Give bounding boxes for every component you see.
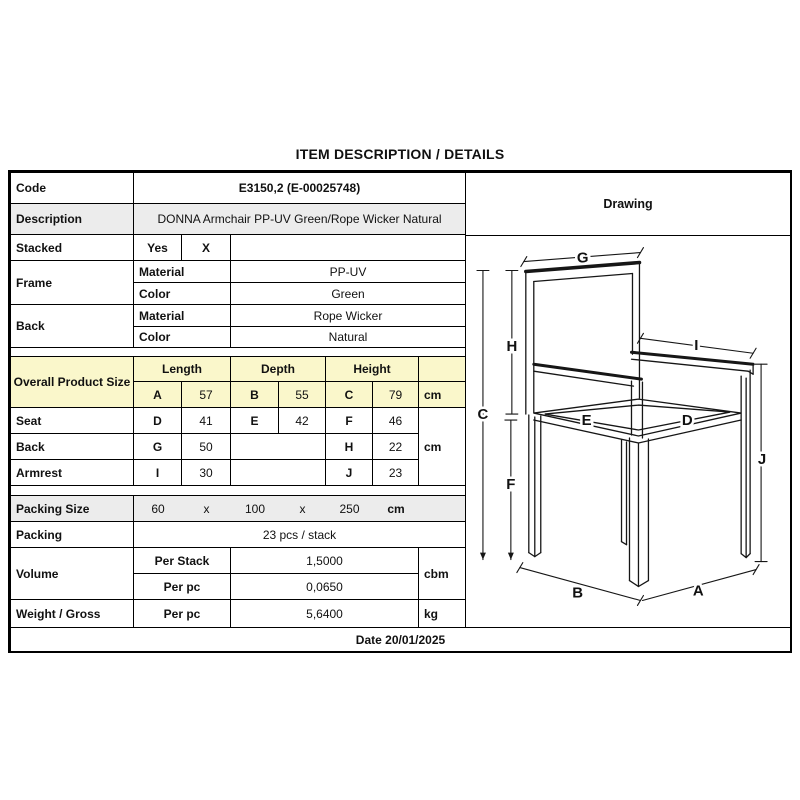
stacked-label: Stacked bbox=[10, 234, 134, 261]
depth-header: Depth bbox=[230, 356, 326, 382]
stacked-yes: Yes bbox=[133, 234, 182, 261]
page-title: ITEM DESCRIPTION / DETAILS bbox=[295, 146, 505, 162]
stacked-mark: X bbox=[181, 234, 231, 261]
seat-length-key: D bbox=[133, 407, 182, 434]
armrest-label: Armrest bbox=[10, 459, 134, 486]
description-value: DONNA Armchair PP-UV Green/Rope Wicker Natural bbox=[133, 203, 466, 235]
volume-per-stack-label: Per Stack bbox=[133, 547, 231, 574]
dim-label-b: B bbox=[572, 584, 584, 602]
packing-size-v1: 60 bbox=[151, 501, 165, 516]
overall-height-value: 79 bbox=[372, 381, 419, 408]
seat-height-value: 46 bbox=[372, 407, 419, 434]
overall-length-value: 57 bbox=[181, 381, 231, 408]
dim-label-j: J bbox=[757, 450, 767, 468]
volume-unit: cbm bbox=[418, 547, 466, 600]
packing-value: 23 pcs / stack bbox=[133, 521, 466, 548]
packing-size-v2: 100 bbox=[244, 501, 266, 516]
drawing-panel bbox=[465, 172, 791, 628]
frame-color-label: Color bbox=[133, 282, 231, 305]
overall-size-label: Overall Product Size bbox=[10, 356, 134, 408]
frame-color-value: Green bbox=[230, 282, 466, 305]
dim-label-h: H bbox=[506, 338, 518, 356]
dim-label-i: I bbox=[694, 337, 699, 355]
seat-depth-key: E bbox=[230, 407, 279, 434]
packing-size-v3: 250 bbox=[339, 501, 360, 516]
back-size-label: Back bbox=[10, 433, 134, 460]
code-value: E3150,2 (E-00025748) bbox=[133, 172, 466, 204]
chair-technical-drawing bbox=[466, 236, 790, 628]
stacked-empty-cell bbox=[230, 234, 466, 261]
dimension-lines bbox=[477, 248, 767, 606]
dim-label-a: A bbox=[692, 582, 704, 600]
code-label: Code bbox=[10, 172, 134, 204]
weight-per-pc-label: Per pc bbox=[133, 599, 231, 628]
back-material-label: Material bbox=[133, 304, 231, 327]
seat-depth-value: 42 bbox=[278, 407, 326, 434]
frame-material-value: PP-UV bbox=[230, 260, 466, 283]
armrest-length-key: I bbox=[133, 459, 182, 486]
chair-seat bbox=[534, 399, 741, 443]
volume-per-pc-label: Per pc bbox=[133, 573, 231, 600]
chair-back-frame bbox=[526, 263, 640, 415]
packing-size-unit: cm bbox=[387, 501, 405, 516]
back-length-value: 50 bbox=[181, 433, 231, 460]
back-height-key: H bbox=[325, 433, 373, 460]
overall-height-key: C bbox=[325, 381, 373, 408]
packing-size-x1: x bbox=[203, 501, 210, 516]
volume-per-pc-value: 0,0650 bbox=[230, 573, 419, 600]
back-color-label: Color bbox=[133, 326, 231, 348]
overall-unit: cm bbox=[418, 381, 466, 408]
seat-height-key: F bbox=[325, 407, 373, 434]
overall-depth-key: B bbox=[230, 381, 279, 408]
drawing-header: Drawing bbox=[466, 173, 790, 236]
packing-size-value bbox=[133, 495, 466, 522]
dim-label-c: C bbox=[477, 406, 489, 424]
overall-length-key: A bbox=[133, 381, 182, 408]
back-label: Back bbox=[10, 304, 134, 348]
description-label: Description bbox=[10, 203, 134, 235]
volume-per-stack-value: 1,5000 bbox=[230, 547, 419, 574]
armrest-length-value: 30 bbox=[181, 459, 231, 486]
packing-label: Packing bbox=[10, 521, 134, 548]
overall-depth-value: 55 bbox=[278, 381, 326, 408]
back-height-value: 22 bbox=[372, 433, 419, 460]
height-header: Height bbox=[325, 356, 419, 382]
armrest-height-key: J bbox=[325, 459, 373, 486]
seat-label: Seat bbox=[10, 407, 134, 434]
unit-header-empty bbox=[418, 356, 466, 382]
seat-length-value: 41 bbox=[181, 407, 231, 434]
spec-table bbox=[8, 170, 792, 653]
frame-label: Frame bbox=[10, 260, 134, 305]
back-depth-empty bbox=[230, 433, 326, 460]
dim-label-e: E bbox=[581, 411, 592, 429]
packing-size-label: Packing Size bbox=[10, 495, 134, 522]
back-length-key: G bbox=[133, 433, 182, 460]
dim-label-d: D bbox=[681, 411, 693, 429]
back-material-value: Rope Wicker bbox=[230, 304, 466, 327]
chair-right-armrest bbox=[631, 352, 753, 557]
weight-unit: kg bbox=[418, 599, 466, 628]
back-color-value: Natural bbox=[230, 326, 466, 348]
volume-label: Volume bbox=[10, 547, 134, 600]
armrest-height-value: 23 bbox=[372, 459, 419, 486]
size-rows-unit: cm bbox=[418, 407, 466, 486]
date-row: Date 20/01/2025 bbox=[10, 627, 791, 652]
dimension-labels bbox=[478, 249, 767, 601]
length-header: Length bbox=[133, 356, 231, 382]
armrest-depth-empty bbox=[230, 459, 326, 486]
weight-label: Weight / Gross bbox=[10, 599, 134, 628]
packing-size-x2: x bbox=[299, 501, 306, 516]
weight-value: 5,6400 bbox=[230, 599, 419, 628]
frame-material-label: Material bbox=[133, 260, 231, 283]
dim-label-g: G bbox=[576, 249, 589, 267]
dim-label-f: F bbox=[506, 475, 516, 493]
